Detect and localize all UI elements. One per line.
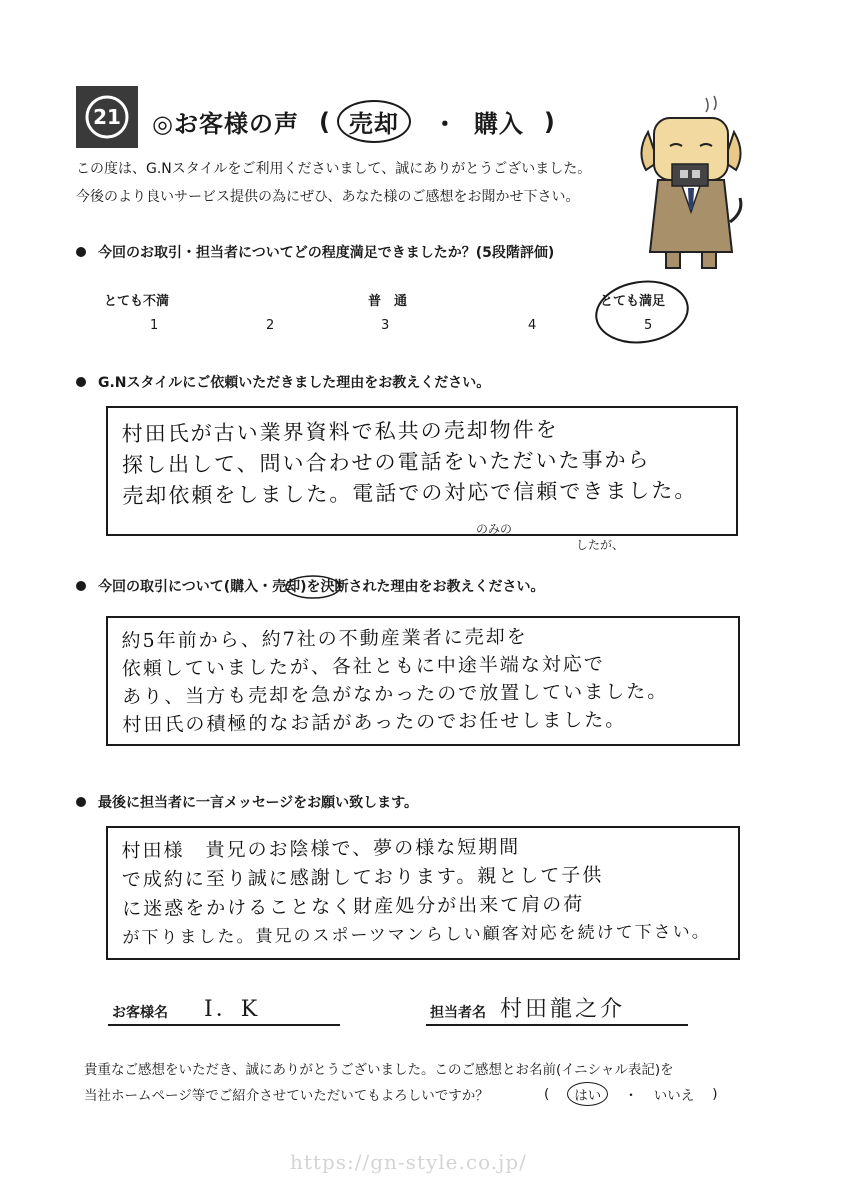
answer-3-line: 約5年前から、約7社の不動産業者に売却を [121, 625, 528, 653]
title-prefix: ◎お客様の声 [152, 110, 299, 138]
scale-label-low: とても不満 [104, 294, 170, 309]
answer-4-line: で成約に至り誠に感謝しております。親として子供 [121, 864, 604, 892]
scale-option-3[interactable]: 3 [381, 318, 390, 333]
option-buy: 購入 [473, 110, 524, 138]
answer-3-text [107, 615, 738, 748]
customer-name-label: お客様名 [112, 1005, 168, 1021]
consent-options [544, 1082, 718, 1106]
question-2 [76, 372, 490, 392]
answer-box-4[interactable] [106, 826, 740, 960]
answer-2-line: 売却依頼をしました。電話での対応で信頼できました。 [122, 478, 698, 509]
question-1 [76, 242, 554, 262]
century21-logo [76, 86, 138, 148]
answer-3-line: 依頼していましたが、各社ともに中途半端な対応で [121, 653, 605, 681]
bullet-icon [76, 377, 86, 387]
scale-option-1[interactable]: 1 [150, 318, 159, 333]
intro-line-1: この度は、G.Nスタイルをご利用くださいまして、誠にありがとうございました。 [76, 161, 592, 177]
consent-paren-open: ( [544, 1086, 550, 1102]
consent-yes-option[interactable]: はい [567, 1082, 608, 1106]
scale-option-5[interactable]: 5 [644, 318, 653, 333]
paren-close: ) [543, 107, 556, 136]
dog-mascot-icon [636, 92, 746, 272]
question-4 [76, 792, 418, 812]
question-4-text: 最後に担当者に一言メッセージをお願い致します。 [98, 795, 419, 811]
sell-circle-mark [283, 574, 343, 600]
customer-name-field[interactable] [108, 996, 340, 1026]
insert-note-2: したが、 [576, 538, 625, 552]
answer-box-2[interactable] [106, 406, 738, 536]
bullet-icon [76, 581, 86, 591]
scale-option-4[interactable]: 4 [528, 318, 537, 333]
paren-open: ( [318, 107, 331, 136]
page-title [152, 100, 562, 143]
staff-name-field[interactable] [426, 996, 688, 1026]
question-2-text: G.Nスタイルにご依頼いただきました理由をお教えください。 [98, 375, 491, 391]
answer-3-line: 村田氏の積極的なお話があったのでお任せしました。 [122, 708, 627, 737]
intro-line-2: 今後のより良いサービス提供の為にぜひ、あなた様のご感想をお聞かせ下さい。 [76, 189, 580, 205]
answer-2-text [107, 405, 736, 521]
consent-line-1: 貴重なご感想をいただき、誠にありがとうございました。このご感想とお名前(イニシャル表記)を [84, 1062, 674, 1078]
answer-4-line: が下りました。貴兄のスポーツマンらしい顧客対応を続けて下さい。 [122, 921, 711, 949]
footer-url: https://gn-style.co.jp/ [290, 1150, 527, 1174]
option-sell-circled: 売却 [337, 100, 411, 143]
answer-4-line: に迷惑をかけることなく財産処分が出来て肩の荷 [122, 893, 585, 921]
customer-name-value: I．K [204, 997, 261, 1022]
question-3-text: 今回の取引について(購入・売却)を決断された理由をお教えください。 [98, 579, 545, 595]
consent-paren-close: ) [712, 1086, 718, 1102]
consent-separator: ・ [624, 1088, 638, 1104]
selected-circle-mark [590, 276, 694, 346]
answer-box-3[interactable] [106, 616, 740, 746]
staff-name-label: 担当者名 [430, 1005, 486, 1021]
scale-label-mid: 普 通 [368, 294, 408, 309]
consent-no-option[interactable]: いいえ [653, 1088, 695, 1104]
answer-2-line: 村田氏が古い業界資料で私共の売却物件を [121, 417, 559, 447]
scale-option-2[interactable]: 2 [266, 318, 275, 333]
answer-2-line: 探し出して、問い合わせの電話をいただいた事から [121, 447, 651, 478]
bullet-icon [76, 797, 86, 807]
answer-4-text [107, 825, 738, 962]
answer-3-line: あり、当方も売却を急がなかったので放置していました。 [122, 680, 669, 709]
question-1-text: 今回のお取引・担当者についてどの程度満足できましたか？(5段階評価) [98, 245, 555, 261]
insert-note-1: のみの [476, 522, 513, 536]
scale-label-high: とても満足 [600, 294, 666, 309]
title-separator: ・ [432, 110, 458, 138]
consent-line-2: 当社ホームページ等でご紹介させていただいてもよろしいですか？ [84, 1088, 489, 1104]
staff-name-value: 村田龍之介 [500, 997, 626, 1022]
logo-text: 21 [93, 105, 121, 129]
bullet-icon [76, 247, 86, 257]
answer-4-line: 村田様 貴兄のお陰様で、夢の様な短期間 [121, 835, 521, 863]
